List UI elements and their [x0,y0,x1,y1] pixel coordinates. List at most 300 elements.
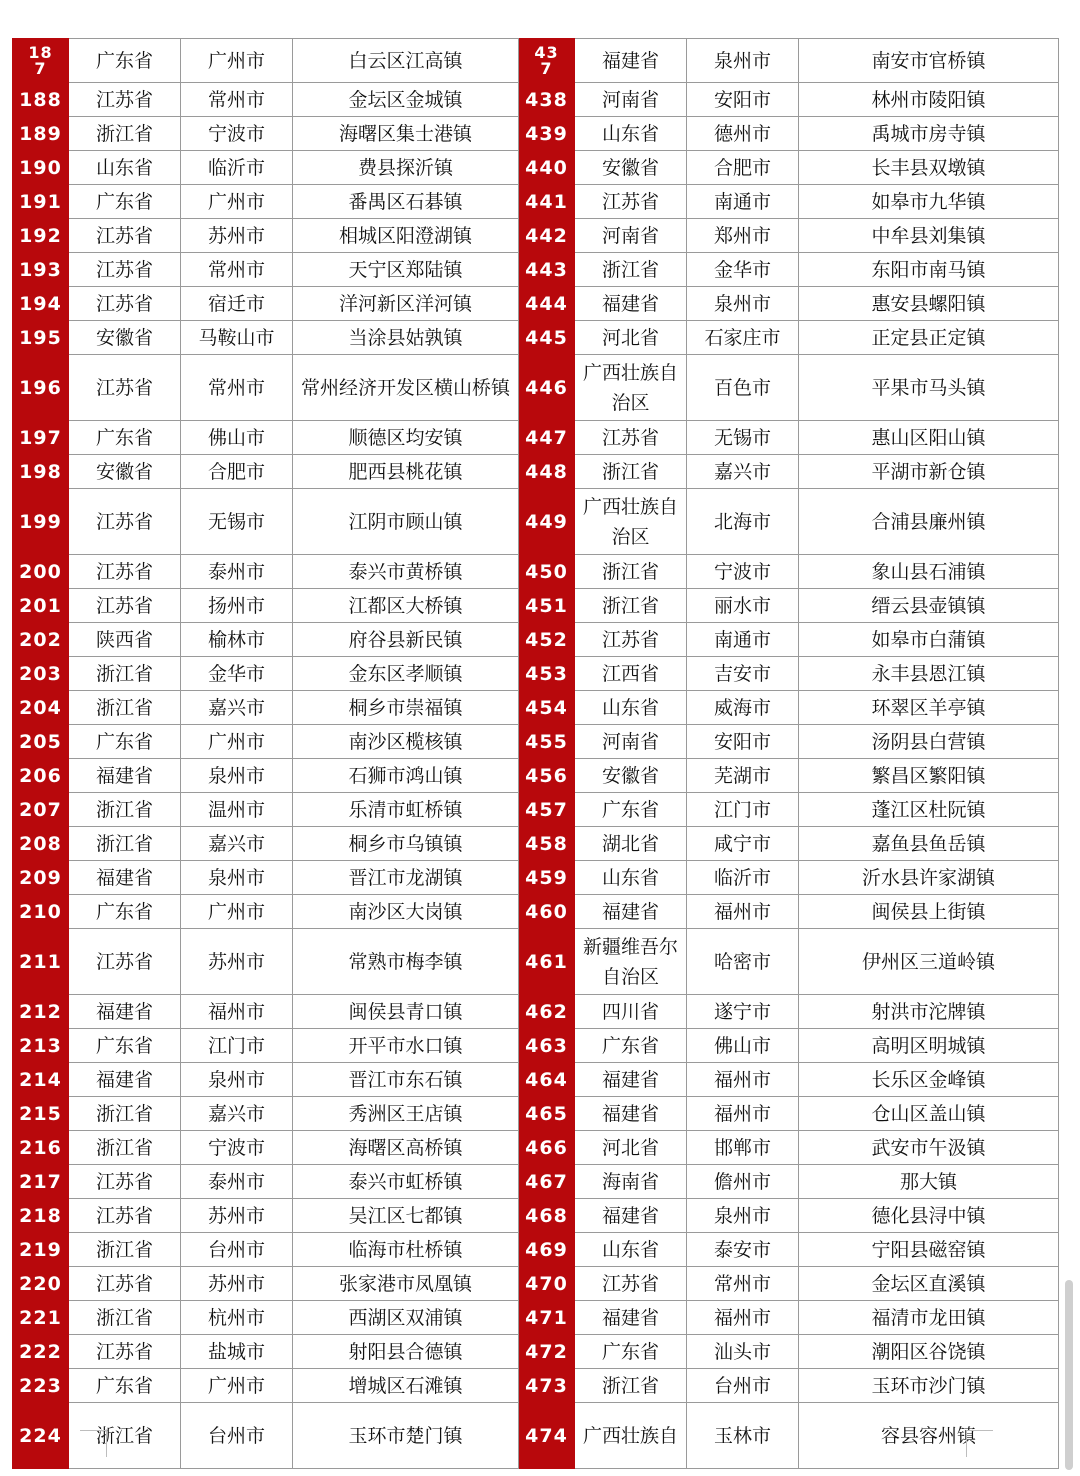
town-cell: 武安市午汲镇 [799,1131,1059,1165]
town-cell: 如皋市白蒲镇 [799,623,1059,657]
town-cell: 晋江市龙湖镇 [293,861,519,895]
city-cell: 泰安市 [687,1233,799,1267]
city-cell: 儋州市 [687,1165,799,1199]
rank-cell-left: 224 [13,1403,69,1469]
rank-cell-right: 460 [519,895,575,929]
city-cell: 玉林市 [687,1403,799,1469]
table-row [13,1369,1059,1403]
table-row [13,861,1059,895]
town-cell: 闽侯县上街镇 [799,895,1059,929]
town-cell: 南沙区大岗镇 [293,895,519,929]
rank-cell-right: 447 [519,421,575,455]
city-cell: 泰州市 [181,1165,293,1199]
city-cell: 扬州市 [181,589,293,623]
town-cell: 金坛区直溪镇 [799,1267,1059,1301]
province-cell: 福建省 [575,1063,687,1097]
city-cell: 泉州市 [181,1063,293,1097]
rank-cell-left: 197 [13,421,69,455]
city-cell: 常州市 [181,253,293,287]
province-cell: 安徽省 [69,321,181,355]
rank-cell-right: 456 [519,759,575,793]
rank-cell-left: 219 [13,1233,69,1267]
rank-cell-left: 223 [13,1369,69,1403]
province-cell: 江苏省 [575,1267,687,1301]
town-cell: 合浦县廉州镇 [799,489,1059,555]
city-cell: 温州市 [181,793,293,827]
rank-cell-left: 198 [13,455,69,489]
town-ranking-table [12,38,1059,1469]
town-cell: 临海市杜桥镇 [293,1233,519,1267]
rank-cell-right: 457 [519,793,575,827]
city-cell: 嘉兴市 [687,455,799,489]
town-cell: 长丰县双墩镇 [799,151,1059,185]
town-cell: 海曙区集士港镇 [293,117,519,151]
rank-cell-right: 473 [519,1369,575,1403]
rank-cell-left: 220 [13,1267,69,1301]
city-cell: 无锡市 [687,421,799,455]
city-cell: 泉州市 [687,287,799,321]
town-cell: 顺德区均安镇 [293,421,519,455]
rank-cell-left: 191 [13,185,69,219]
town-cell: 惠安县螺阳镇 [799,287,1059,321]
province-cell: 广东省 [69,39,181,83]
table-row [13,827,1059,861]
rank-cell-right: 461 [519,929,575,995]
city-cell: 泉州市 [181,759,293,793]
rank-cell-right: 453 [519,657,575,691]
city-cell: 宿迁市 [181,287,293,321]
table-row [13,1165,1059,1199]
province-cell: 江苏省 [69,555,181,589]
town-cell: 潮阳区谷饶镇 [799,1335,1059,1369]
rank-cell-right: 469 [519,1233,575,1267]
rank-cell-left: 189 [13,117,69,151]
city-cell: 江门市 [687,793,799,827]
city-cell: 台州市 [687,1369,799,1403]
province-cell: 江苏省 [69,1165,181,1199]
city-cell: 苏州市 [181,1267,293,1301]
table-body [13,39,1059,1469]
city-cell: 威海市 [687,691,799,725]
province-cell: 山东省 [575,691,687,725]
city-cell: 宁波市 [181,1131,293,1165]
town-cell: 开平市水口镇 [293,1029,519,1063]
rank-cell-left: 213 [13,1029,69,1063]
rank-cell-left: 215 [13,1097,69,1131]
town-cell: 金东区孝顺镇 [293,657,519,691]
table-row [13,895,1059,929]
rank-cell-right: 471 [519,1301,575,1335]
town-cell: 常州经济开发区横山桥镇 [293,355,519,421]
province-cell: 福建省 [575,1097,687,1131]
town-cell: 府谷县新民镇 [293,623,519,657]
rank-cell-left: 196 [13,355,69,421]
province-cell: 山东省 [69,151,181,185]
province-cell: 福建省 [69,759,181,793]
table-row [13,321,1059,355]
rank-cell-right: 43 7 [519,39,575,83]
city-cell: 嘉兴市 [181,691,293,725]
rank-cell-right: 463 [519,1029,575,1063]
rank-cell-left: 214 [13,1063,69,1097]
town-cell: 象山县石浦镇 [799,555,1059,589]
table-row [13,253,1059,287]
rank-cell-left: 192 [13,219,69,253]
rank-cell-left: 199 [13,489,69,555]
province-cell: 福建省 [575,1199,687,1233]
province-cell: 安徽省 [575,151,687,185]
city-cell: 台州市 [181,1403,293,1469]
table-row [13,555,1059,589]
table-row [13,1403,1059,1469]
town-cell: 中牟县刘集镇 [799,219,1059,253]
town-cell: 南安市官桥镇 [799,39,1059,83]
town-cell: 江都区大桥镇 [293,589,519,623]
province-cell: 江苏省 [69,589,181,623]
city-cell: 邯郸市 [687,1131,799,1165]
province-cell: 浙江省 [575,455,687,489]
province-cell: 广东省 [69,1029,181,1063]
rank-cell-right: 440 [519,151,575,185]
city-cell: 宁波市 [687,555,799,589]
province-cell: 广东省 [69,1369,181,1403]
province-cell: 浙江省 [69,1097,181,1131]
province-cell: 福建省 [575,39,687,83]
town-cell: 金坛区金城镇 [293,83,519,117]
town-cell: 石狮市鸿山镇 [293,759,519,793]
table-row [13,1131,1059,1165]
rank-cell-left: 212 [13,995,69,1029]
province-cell: 浙江省 [69,793,181,827]
town-cell: 平果市马头镇 [799,355,1059,421]
province-cell: 福建省 [69,861,181,895]
city-cell: 金华市 [687,253,799,287]
town-cell: 南沙区榄核镇 [293,725,519,759]
town-cell: 林州市陵阳镇 [799,83,1059,117]
city-cell: 常州市 [687,1267,799,1301]
table-row [13,1097,1059,1131]
rank-cell-right: 450 [519,555,575,589]
city-cell: 福州市 [687,1301,799,1335]
rank-cell-left: 203 [13,657,69,691]
town-cell: 高明区明城镇 [799,1029,1059,1063]
province-cell: 安徽省 [575,759,687,793]
province-cell: 广东省 [69,185,181,219]
province-cell: 江苏省 [69,489,181,555]
rank-cell-right: 443 [519,253,575,287]
city-cell: 泉州市 [687,1199,799,1233]
city-cell: 石家庄市 [687,321,799,355]
province-cell: 广东省 [69,421,181,455]
town-cell: 泰兴市黄桥镇 [293,555,519,589]
rank-cell-left: 202 [13,623,69,657]
province-cell: 江苏省 [575,185,687,219]
town-cell: 平湖市新仓镇 [799,455,1059,489]
town-cell: 正定县正定镇 [799,321,1059,355]
town-cell: 如皋市九华镇 [799,185,1059,219]
rank-cell-left: 211 [13,929,69,995]
rank-cell-right: 441 [519,185,575,219]
town-cell: 东阳市南马镇 [799,253,1059,287]
town-cell: 蓬江区杜阮镇 [799,793,1059,827]
city-cell: 福州市 [687,1063,799,1097]
province-cell: 江苏省 [69,219,181,253]
town-cell: 海曙区高桥镇 [293,1131,519,1165]
province-cell: 江苏省 [69,253,181,287]
town-cell: 射洪市沱牌镇 [799,995,1059,1029]
table-row [13,355,1059,421]
province-cell: 江苏省 [69,1199,181,1233]
town-cell: 禹城市房寺镇 [799,117,1059,151]
rank-cell-right: 451 [519,589,575,623]
town-cell: 福清市龙田镇 [799,1301,1059,1335]
town-cell: 射阳县合德镇 [293,1335,519,1369]
town-cell: 闽侯县青口镇 [293,995,519,1029]
city-cell: 德州市 [687,117,799,151]
table-row [13,1063,1059,1097]
table-row [13,489,1059,555]
rank-cell-left: 206 [13,759,69,793]
province-cell: 江苏省 [69,929,181,995]
town-cell: 永丰县恩江镇 [799,657,1059,691]
table-row [13,691,1059,725]
province-cell: 江苏省 [575,421,687,455]
province-cell: 广西壮族自 [575,1403,687,1469]
town-cell: 玉环市楚门镇 [293,1403,519,1469]
crop-corner-mark [966,1430,993,1457]
rank-cell-right: 472 [519,1335,575,1369]
city-cell: 无锡市 [181,489,293,555]
city-cell: 丽水市 [687,589,799,623]
town-cell: 伊州区三道岭镇 [799,929,1059,995]
city-cell: 台州市 [181,1233,293,1267]
province-cell: 江苏省 [69,1335,181,1369]
city-cell: 广州市 [181,895,293,929]
city-cell: 广州市 [181,185,293,219]
town-cell: 沂水县许家湖镇 [799,861,1059,895]
town-cell: 肥西县桃花镇 [293,455,519,489]
city-cell: 常州市 [181,355,293,421]
town-cell: 惠山区阳山镇 [799,421,1059,455]
rank-cell-left: 209 [13,861,69,895]
rank-cell-left: 201 [13,589,69,623]
town-cell: 晋江市东石镇 [293,1063,519,1097]
town-cell: 当涂县姑孰镇 [293,321,519,355]
city-cell: 苏州市 [181,1199,293,1233]
town-cell: 西湖区双浦镇 [293,1301,519,1335]
town-cell: 白云区江高镇 [293,39,519,83]
city-cell: 汕头市 [687,1335,799,1369]
province-cell: 浙江省 [575,253,687,287]
province-cell: 福建省 [69,1063,181,1097]
rank-cell-right: 449 [519,489,575,555]
town-cell: 那大镇 [799,1165,1059,1199]
city-cell: 临沂市 [687,861,799,895]
province-cell: 新疆维吾尔自治区 [575,929,687,995]
rank-cell-right: 470 [519,1267,575,1301]
city-cell: 泰州市 [181,555,293,589]
rank-cell-right: 467 [519,1165,575,1199]
province-cell: 河南省 [575,725,687,759]
province-cell: 福建省 [575,287,687,321]
province-cell: 浙江省 [69,117,181,151]
city-cell: 福州市 [181,995,293,1029]
province-cell: 浙江省 [69,691,181,725]
province-cell: 广东省 [575,1029,687,1063]
town-cell: 玉环市沙门镇 [799,1369,1059,1403]
rank-cell-right: 464 [519,1063,575,1097]
province-cell: 湖北省 [575,827,687,861]
city-cell: 广州市 [181,725,293,759]
province-cell: 广东省 [575,1335,687,1369]
city-cell: 北海市 [687,489,799,555]
province-cell: 江苏省 [69,1267,181,1301]
rank-cell-left: 190 [13,151,69,185]
rank-cell-left: 195 [13,321,69,355]
rank-cell-right: 439 [519,117,575,151]
town-cell: 相城区阳澄湖镇 [293,219,519,253]
rank-cell-right: 466 [519,1131,575,1165]
town-cell: 缙云县壶镇镇 [799,589,1059,623]
province-cell: 江西省 [575,657,687,691]
province-cell: 浙江省 [69,1233,181,1267]
town-cell: 长乐区金峰镇 [799,1063,1059,1097]
rank-cell-right: 448 [519,455,575,489]
town-cell: 泰兴市虹桥镇 [293,1165,519,1199]
rank-cell-left: 204 [13,691,69,725]
city-cell: 广州市 [181,39,293,83]
rank-cell-right: 458 [519,827,575,861]
town-cell: 环翠区羊亭镇 [799,691,1059,725]
city-cell: 吉安市 [687,657,799,691]
rank-cell-right: 454 [519,691,575,725]
city-cell: 遂宁市 [687,995,799,1029]
city-cell: 郑州市 [687,219,799,253]
province-cell: 浙江省 [575,555,687,589]
town-cell: 嘉鱼县鱼岳镇 [799,827,1059,861]
rank-cell-right: 442 [519,219,575,253]
rank-cell-left: 217 [13,1165,69,1199]
province-cell: 福建省 [69,995,181,1029]
rank-cell-left: 205 [13,725,69,759]
town-cell: 江阴市顾山镇 [293,489,519,555]
city-cell: 福州市 [687,1097,799,1131]
province-cell: 河南省 [575,219,687,253]
town-cell: 汤阴县白营镇 [799,725,1059,759]
table-row [13,1233,1059,1267]
city-cell: 泉州市 [687,39,799,83]
city-cell: 南通市 [687,185,799,219]
town-cell: 常熟市梅李镇 [293,929,519,995]
town-cell: 费县探沂镇 [293,151,519,185]
province-cell: 广西壮族自治区 [575,355,687,421]
city-cell: 福州市 [687,895,799,929]
rank-cell-right: 446 [519,355,575,421]
town-cell: 番禺区石碁镇 [293,185,519,219]
table-row [13,1029,1059,1063]
table-row [13,657,1059,691]
town-cell: 德化县浔中镇 [799,1199,1059,1233]
table-row [13,725,1059,759]
province-cell: 山东省 [575,117,687,151]
city-cell: 江门市 [181,1029,293,1063]
city-cell: 百色市 [687,355,799,421]
table-row [13,219,1059,253]
rank-cell-left: 218 [13,1199,69,1233]
province-cell: 福建省 [575,895,687,929]
rank-cell-left: 200 [13,555,69,589]
rank-cell-right: 455 [519,725,575,759]
province-cell: 安徽省 [69,455,181,489]
table-row [13,995,1059,1029]
province-cell: 河北省 [575,1131,687,1165]
city-cell: 杭州市 [181,1301,293,1335]
town-cell: 桐乡市崇福镇 [293,691,519,725]
town-cell: 增城区石滩镇 [293,1369,519,1403]
rank-cell-left: 194 [13,287,69,321]
city-cell: 芜湖市 [687,759,799,793]
rank-cell-right: 459 [519,861,575,895]
rank-cell-right: 468 [519,1199,575,1233]
city-cell: 佛山市 [687,1029,799,1063]
city-cell: 嘉兴市 [181,827,293,861]
city-cell: 嘉兴市 [181,1097,293,1131]
city-cell: 宁波市 [181,117,293,151]
province-cell: 陕西省 [69,623,181,657]
town-cell: 洋河新区洋河镇 [293,287,519,321]
city-cell: 合肥市 [687,151,799,185]
city-cell: 常州市 [181,83,293,117]
table-row [13,1199,1059,1233]
table-row [13,83,1059,117]
city-cell: 榆林市 [181,623,293,657]
town-cell: 容县容州镇 [799,1403,1059,1469]
city-cell: 南通市 [687,623,799,657]
rank-cell-left: 222 [13,1335,69,1369]
rank-cell-right: 438 [519,83,575,117]
rank-cell-left: 221 [13,1301,69,1335]
city-cell: 哈密市 [687,929,799,995]
province-cell: 浙江省 [575,1369,687,1403]
table-row [13,929,1059,995]
scrollbar[interactable] [1065,1280,1073,1470]
table-row [13,1267,1059,1301]
province-cell: 江苏省 [69,355,181,421]
rank-cell-right: 444 [519,287,575,321]
province-cell: 河南省 [575,83,687,117]
city-cell: 临沂市 [181,151,293,185]
rank-cell-right: 462 [519,995,575,1029]
province-cell: 四川省 [575,995,687,1029]
table-row [13,39,1059,83]
rank-cell-right: 452 [519,623,575,657]
province-cell: 浙江省 [69,1301,181,1335]
town-cell: 繁昌区繁阳镇 [799,759,1059,793]
town-cell: 仓山区盖山镇 [799,1097,1059,1131]
rank-cell-left: 216 [13,1131,69,1165]
city-cell: 苏州市 [181,929,293,995]
table-row [13,117,1059,151]
province-cell: 浙江省 [69,1131,181,1165]
city-cell: 咸宁市 [687,827,799,861]
province-cell: 江苏省 [69,287,181,321]
city-cell: 苏州市 [181,219,293,253]
city-cell: 马鞍山市 [181,321,293,355]
city-cell: 广州市 [181,1369,293,1403]
province-cell: 山东省 [575,861,687,895]
table-row [13,421,1059,455]
table-row [13,1301,1059,1335]
